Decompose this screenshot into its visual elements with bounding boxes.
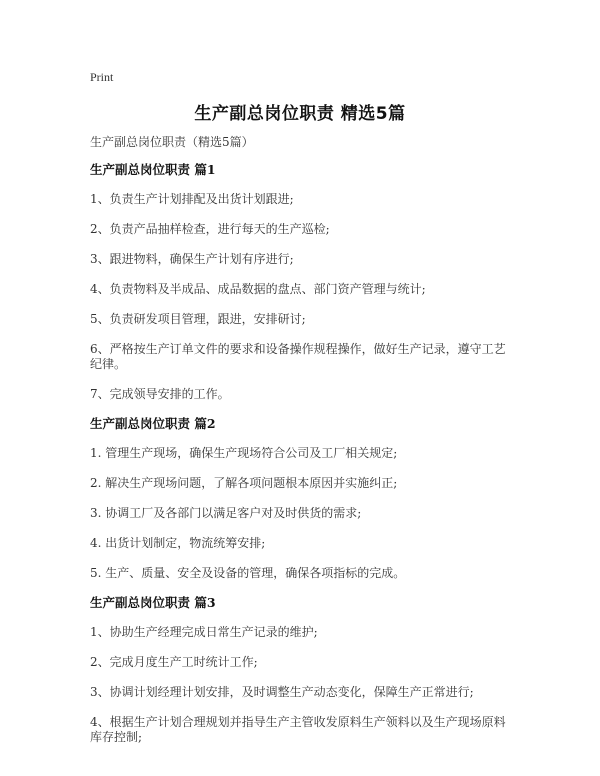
document-subtitle: 生产副总岗位职责（精选5篇） (90, 135, 254, 149)
list-item: 3、协调计划经理计划安排，及时调整生产动态变化，保障生产正常进行; (90, 685, 474, 699)
list-item: 6、严格按生产订单文件的要求和设备操作规程操作，做好生产记录，遵守工艺纪律。 (90, 342, 506, 371)
document-title: 生产副总岗位职责 精选5篇 (194, 104, 406, 124)
section-3 (90, 595, 510, 745)
list-item: 2、完成月度生产工时统计工作; (90, 655, 258, 669)
section-heading: 生产副总岗位职责 篇3 (90, 595, 216, 610)
list-item: 1、协助生产经理完成日常生产记录的维护; (90, 625, 318, 639)
list-item: 3、跟进物料，确保生产计划有序进行; (90, 252, 294, 266)
list-item: 2、负责产品抽样检查，进行每天的生产巡检; (90, 222, 330, 236)
list-item: 5、负责研发项目管理，跟进，安排研讨; (90, 312, 306, 326)
section-heading: 生产副总岗位职责 篇1 (90, 162, 216, 177)
list-item: 7、完成领导安排的工作。 (90, 387, 230, 401)
list-item: 1. 管理生产现场，确保生产现场符合公司及工厂相关规定; (90, 446, 398, 460)
list-item: 1、负责生产计划排配及出货计划跟进; (90, 192, 294, 206)
list-item: 4. 出货计划制定，物流统筹安排; (90, 536, 266, 550)
print-link[interactable]: Print (90, 70, 114, 84)
list-item: 4、负责物料及半成品、成品数据的盘点、部门资产管理与统计; (90, 282, 426, 296)
list-item: 5. 生产、质量、安全及设备的管理，确保各项指标的完成。 (90, 566, 406, 580)
section-2 (90, 416, 510, 581)
list-item: 4、根据生产计划合理规划并指导生产主管收发原料生产领料以及生产现场原料库存控制; (90, 715, 506, 744)
list-item: 2. 解决生产现场问题，了解各项问题根本原因并实施纠正; (90, 476, 398, 490)
section-heading: 生产副总岗位职责 篇2 (90, 416, 216, 431)
section-1 (90, 162, 510, 402)
list-item: 3. 协调工厂及各部门以满足客户对及时供货的需求; (90, 506, 362, 520)
document-body (90, 162, 510, 760)
